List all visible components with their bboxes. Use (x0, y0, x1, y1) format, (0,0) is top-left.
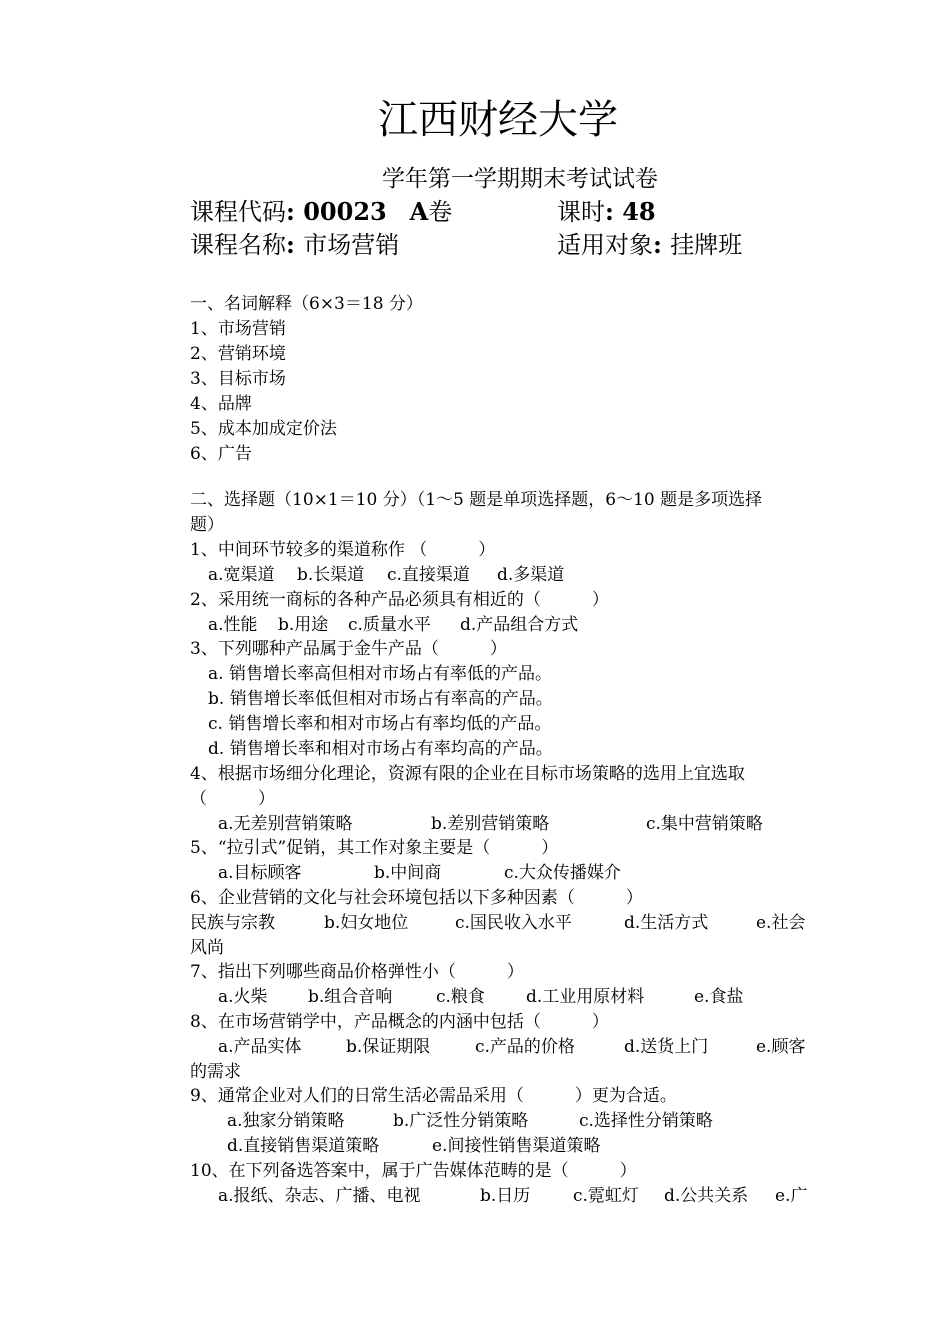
term-item: 2、营销环境 (190, 344, 286, 364)
question-9: 9、通常企业对人们的日常生活必需品采用（ ）更为合适。 (190, 1086, 677, 1106)
option: c.质量水平 (348, 615, 431, 635)
section2-heading-wrap: 题） (190, 515, 224, 535)
term-item: 5、成本加成定价法 (190, 419, 337, 439)
option: b.中间商 (374, 863, 442, 883)
hours-value: 48 (622, 197, 656, 226)
option: a.目标顾客 (218, 863, 302, 883)
question-7: 7、指出下列哪些商品价格弹性小（ ） (190, 962, 524, 982)
section1-heading: 一、名词解释（6×3＝18 分） (190, 294, 423, 314)
audience-info: 适用对象: 挂牌班 (557, 230, 743, 259)
option: b.长渠道 (297, 565, 365, 585)
option: c.霓虹灯 (573, 1186, 639, 1206)
option: a.无差别营销策略 (218, 814, 353, 834)
course-code-line: 课程代码: 00023 A卷 课时: 48 (190, 197, 656, 226)
option: d.产品组合方式 (460, 615, 579, 635)
question-4: 4、根据市场细分化理论，资源有限的企业在目标市场策略的选用上宜选取 (190, 764, 745, 784)
audience-value: 挂牌班 (670, 231, 743, 259)
option: b.差别营销策略 (431, 814, 550, 834)
question-6-wrap: 风尚 (190, 938, 224, 958)
course-name-label: 课程名称 (190, 231, 286, 259)
option: b.妇女地位 (324, 913, 409, 933)
term-item: 1、市场营销 (190, 319, 286, 339)
option: d.送货上门 (624, 1037, 709, 1057)
option: b.日历 (480, 1186, 531, 1206)
course-name-value: 市场营销 (303, 231, 400, 259)
option: d. 销售增长率和相对市场占有率均高的产品。 (208, 739, 553, 759)
semester-subtitle: 学年第一学期期末考试试卷 (382, 166, 658, 192)
question-2: 2、采用统一商标的各种产品必须具有相近的（ ） (190, 590, 609, 610)
option: e.间接性销售渠道策略 (432, 1136, 601, 1156)
option: b.广泛性分销策略 (393, 1111, 529, 1131)
question-6: 6、企业营销的文化与社会环境包括以下多种因素（ ） (190, 888, 643, 908)
option: c.大众传播媒介 (504, 863, 621, 883)
option: c.国民收入水平 (455, 913, 572, 933)
course-code-label: 课程代码 (190, 198, 286, 226)
option: e.广 (775, 1186, 808, 1206)
option: c. 销售增长率和相对市场占有率均低的产品。 (208, 714, 552, 734)
term-item: 3、目标市场 (190, 369, 286, 389)
option: d.直接销售渠道策略 (227, 1136, 380, 1156)
option: a.产品实体 (218, 1037, 302, 1057)
option: c.选择性分销策略 (579, 1111, 713, 1131)
option: a.宽渠道 (208, 565, 275, 585)
option: b.保证期限 (346, 1037, 431, 1057)
question-3: 3、下列哪种产品属于金牛产品（ ） (190, 639, 507, 659)
question-5: 5、“拉引式”促销，其工作对象主要是（ ） (190, 838, 559, 858)
paper-label: 卷 (428, 198, 453, 226)
section2-heading: 二、选择题（10×1＝10 分）（1～5 题是单项选择题，6～10 题是多项选择 (190, 490, 763, 510)
option: b.组合音响 (308, 987, 393, 1007)
university-title: 江西财经大学 (378, 97, 618, 143)
option: c.粮食 (436, 987, 485, 1007)
option: a.性能 (208, 615, 258, 635)
option: d.生活方式 (624, 913, 709, 933)
course-name-line: 课程名称: 市场营销 适用对象: 挂牌班 (190, 230, 743, 259)
option: c.集中营销策略 (646, 814, 763, 834)
question-8-wrap: 的需求 (190, 1062, 241, 1082)
question-4-wrap: （ ） (190, 789, 275, 809)
option: c.直接渠道 (387, 565, 470, 585)
option: a.报纸、杂志、广播、电视 (218, 1186, 421, 1206)
option: d.多渠道 (497, 565, 565, 585)
term-item: 4、品牌 (190, 394, 252, 414)
option: b. 销售增长率低但相对市场占有率高的产品。 (208, 689, 553, 709)
option: c.产品的价格 (475, 1037, 575, 1057)
course-code-value: 00023 (303, 197, 387, 226)
option: e.食盐 (694, 987, 744, 1007)
option: e.顾客 (756, 1037, 806, 1057)
question-10: 10、在下列备选答案中，属于广告媒体范畴的是（ ） (190, 1161, 637, 1181)
option: b.用途 (278, 615, 329, 635)
term-item: 6、广告 (190, 444, 252, 464)
option: a.独家分销策略 (227, 1111, 345, 1131)
hours-info: 课时: 48 (557, 197, 656, 226)
paper-version: A (409, 197, 429, 226)
option: d.工业用原材料 (526, 987, 645, 1007)
option: 民族与宗教 (190, 913, 275, 933)
option: a. 销售增长率高但相对市场占有率低的产品。 (208, 664, 552, 684)
hours-label: 课时 (557, 198, 605, 226)
audience-label: 适用对象 (557, 231, 653, 259)
question-1: 1、中间环节较多的渠道称作 （ ） (190, 540, 496, 560)
question-8: 8、在市场营销学中，产品概念的内涵中包括（ ） (190, 1012, 609, 1032)
option: e.社会 (756, 913, 806, 933)
option: a.火柴 (218, 987, 268, 1007)
option: d.公共关系 (664, 1186, 749, 1206)
